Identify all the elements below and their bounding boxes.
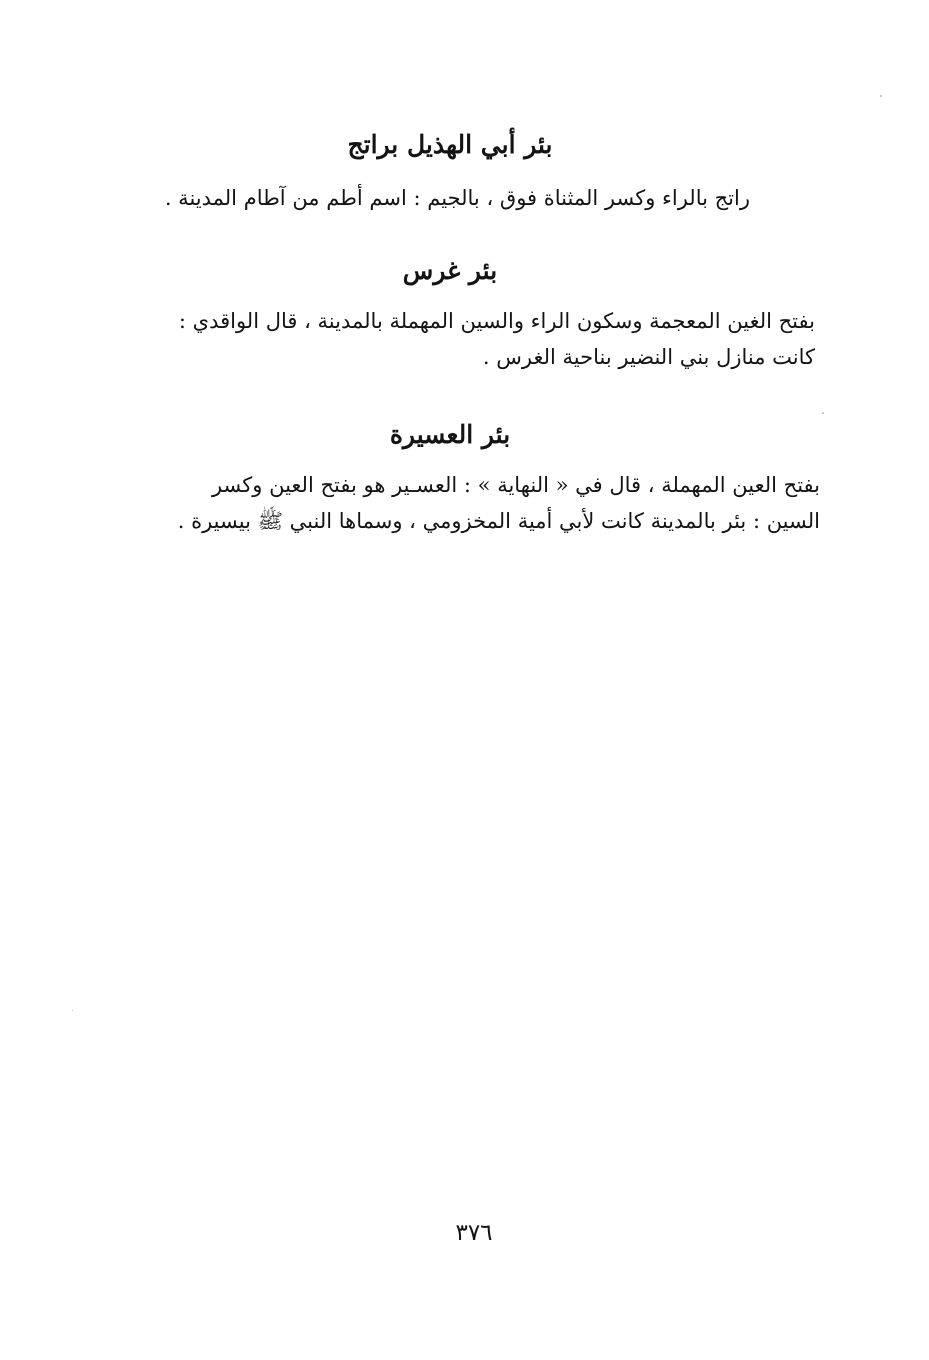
section-body-bir-ghars <box>70 303 815 375</box>
section-title-bir-abi-al-hudhayl: بئر أبي الهذيل براتج <box>347 130 553 159</box>
body-line: السين : بئر بالمدينة كانت لأبي أمية المخزومي ، وسماها النبي ﷺ بيسيرة . <box>177 509 820 533</box>
section-title-bir-ghars: بئر غرس <box>402 256 498 285</box>
section-body-bir-al-usayra <box>75 467 820 539</box>
body-line: راتج بالراء وكسر المثناة فوق ، بالجيم : اسم أطم من آطام المدينة . <box>164 186 750 210</box>
section-body-bir-abi-al-hudhayl <box>135 180 750 216</box>
section-title-bir-al-usayra: بئر العسيرة <box>389 420 511 449</box>
scan-speck <box>72 1010 73 1011</box>
body-line: بفتح الغين المعجمة وسكون الراء والسين المهملة بالمدينة ، قال الواقدي : <box>178 309 815 333</box>
body-line: كانت منازل بني النضير بناحية الغرس . <box>482 345 815 369</box>
page-number: ٣٧٦ <box>455 1220 493 1246</box>
scan-speck <box>880 95 882 97</box>
scan-speck <box>822 412 824 414</box>
body-line: بفتح العين المهملة ، قال في « النهاية » : العسـير هو بفتح العين وكسر <box>211 473 820 497</box>
